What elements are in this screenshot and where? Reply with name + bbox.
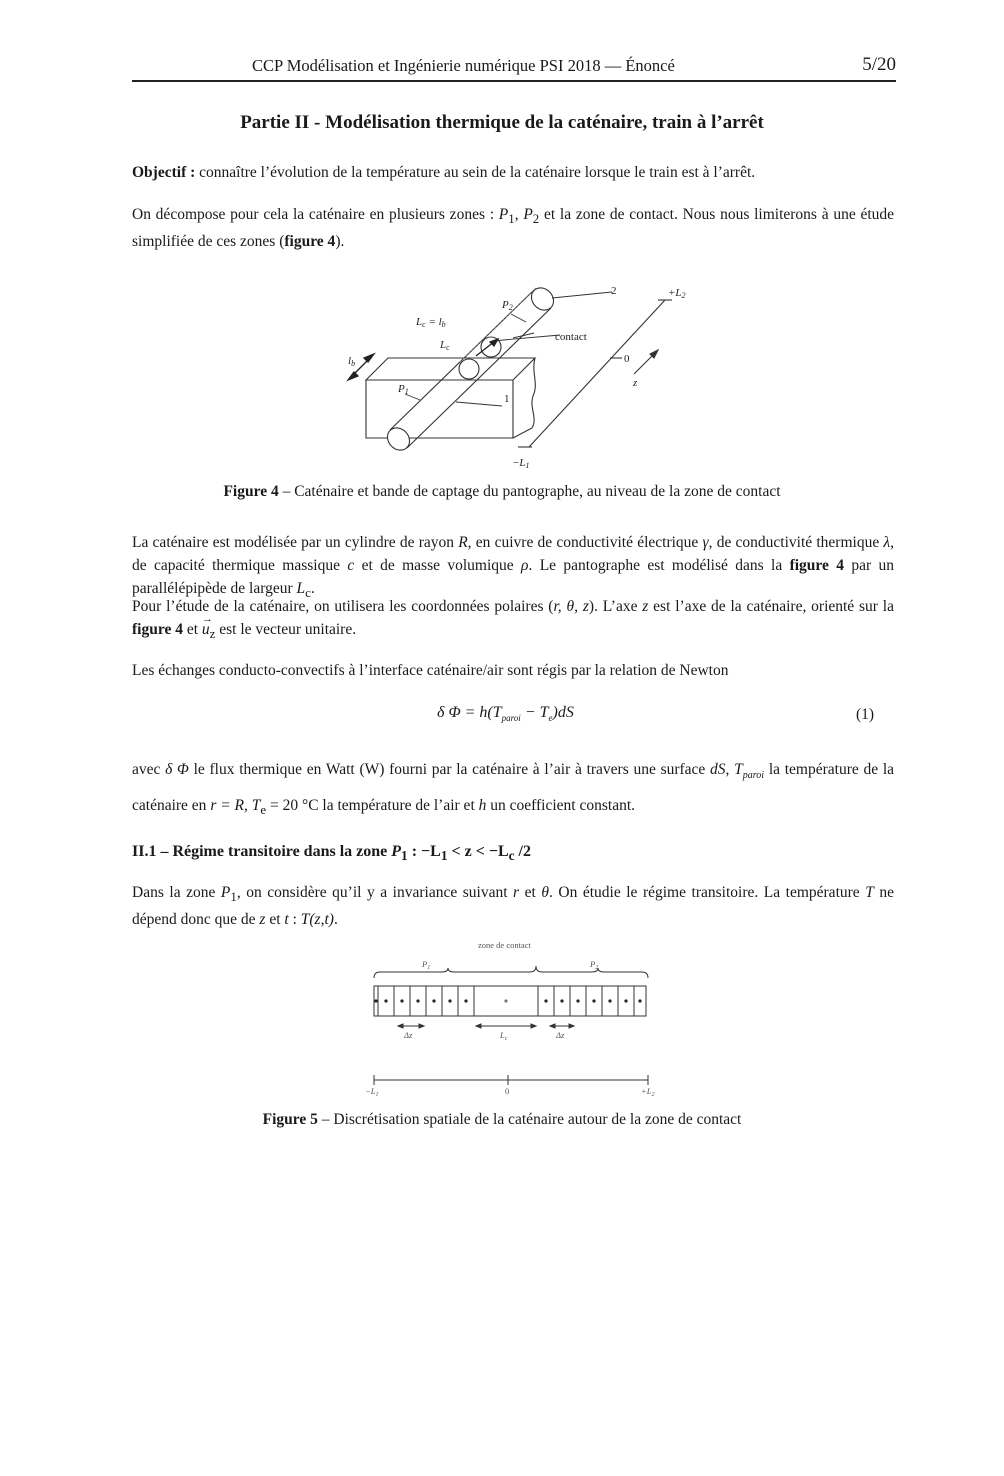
label-p1: P1 xyxy=(398,383,409,396)
symbol-paroi-sub: paroi xyxy=(742,770,765,782)
figure-4 xyxy=(330,278,710,473)
label-0: 0 xyxy=(624,353,630,365)
header-title: CCP Modélisation et Ingénierie numérique PSI 2018 — Énoncé xyxy=(252,56,675,75)
equation-1 xyxy=(437,704,574,723)
contact-section-right xyxy=(459,359,479,379)
symbol-time: t xyxy=(284,911,289,929)
symbol-te-sub: e xyxy=(260,802,267,818)
symbol-h: h xyxy=(478,797,487,815)
section-l1-sub: 1 xyxy=(440,848,448,864)
model-text: . Le pantographe est modélisé dans la xyxy=(528,557,790,574)
symbol-z: z xyxy=(259,911,266,929)
pantograph-strip xyxy=(366,358,535,438)
objective-text: connaître l’évolution de la température au sein de la caténaire lorsque le train est à l’arrêt. xyxy=(195,164,756,181)
polar-text: Pour l’étude de la caténaire, on utilisera les coordonnées polaires ( xyxy=(132,598,554,615)
transient-text: , on considère qu’il y a invariance suivant xyxy=(236,884,514,901)
figure-4-caption-label: Figure 4 xyxy=(223,483,279,500)
polar-text: et xyxy=(182,621,202,638)
transient-text: : xyxy=(288,911,301,929)
after-equation-paragraph xyxy=(132,755,894,825)
label-lc-eq-lb: Lc = lb xyxy=(416,316,446,329)
vector-uz: → u xyxy=(201,613,213,638)
model-paragraph xyxy=(132,531,894,604)
polar-text: est l’axe de la caténaire, orienté sur la xyxy=(648,598,894,615)
transient-text: Dans la zone xyxy=(132,884,221,901)
vector-uz-sub: z xyxy=(209,626,216,642)
label-0: 0 xyxy=(505,1086,510,1096)
transient-text: ne dépend donc que de xyxy=(132,884,894,929)
zone-braces xyxy=(374,966,648,978)
equation-mid: − T xyxy=(520,704,549,721)
label-minus-l1: $-L_1$ xyxy=(365,1086,379,1098)
intro-text: ). xyxy=(335,233,345,251)
polar-coords: r, θ, z xyxy=(553,598,589,615)
label-minus-l1: −L1 xyxy=(512,457,530,470)
label-plus-l2: $+L_2$ xyxy=(641,1086,655,1098)
figure-reference: figure 4 xyxy=(132,621,183,638)
model-text: , de capacité thermique massique xyxy=(132,534,894,574)
figure-5 xyxy=(360,938,660,1102)
symbol-lc: L xyxy=(296,580,306,597)
transient-text: et xyxy=(519,884,542,901)
intro-paragraph xyxy=(132,203,894,253)
after-eq-text: avec xyxy=(132,761,166,778)
discretized-catenary xyxy=(374,986,646,1016)
symbol-gamma: γ xyxy=(702,534,709,551)
equation-rhs: )dS xyxy=(552,704,574,721)
section-text: /2 xyxy=(514,843,531,860)
transient-p1: P xyxy=(220,884,231,901)
z-axis-scale xyxy=(374,1075,648,1085)
objective-paragraph xyxy=(132,161,894,184)
label-dz-2: Δz xyxy=(556,1030,565,1040)
label-lc: $L_c$ xyxy=(500,1030,508,1042)
objective-label: Objectif : xyxy=(132,164,196,181)
symbol-te: T xyxy=(251,797,261,815)
polar-paragraph xyxy=(132,595,894,645)
label-plus-l2: +L2 xyxy=(668,287,686,300)
intro-text: On décompose pour cela la caténaire en plusieurs zones : xyxy=(132,206,499,223)
figure-4-caption-text: – Caténaire et bande de captage du pantographe, au niveau de la zone de contact xyxy=(278,483,781,500)
transient-text: . On étudie le régime transitoire. La température xyxy=(548,884,866,901)
label-p2: P2 xyxy=(502,299,513,312)
part-title: Partie II - Modélisation thermique de la caténaire, train à l’arrêt xyxy=(240,112,764,133)
section-heading xyxy=(132,843,531,864)
after-eq-text: , xyxy=(244,797,252,815)
transient-paragraph xyxy=(132,881,894,931)
symbol-dphi: δ Φ xyxy=(165,761,189,778)
zone-p1-sub: 1 xyxy=(508,211,515,227)
symbol-lc-sub: c xyxy=(305,585,311,601)
zone-p2: P xyxy=(523,206,533,223)
label-dz-1: Δz xyxy=(404,1030,413,1040)
symbol-lambda: λ xyxy=(883,534,891,551)
section-text: : −L xyxy=(407,843,441,860)
transient-p1-sub: 1 xyxy=(230,889,237,905)
catenary-cylinder xyxy=(383,283,558,454)
zone-p1: P xyxy=(498,206,509,223)
dimension-arrows xyxy=(348,339,498,380)
label-2: 2 xyxy=(611,285,617,297)
after-eq-text: le flux thermique en Watt (W) fourni par la caténaire à l’air à travers une surface xyxy=(188,761,711,778)
label-z: z xyxy=(633,377,638,389)
symbol-c: c xyxy=(347,557,355,574)
section-text: < z < −L xyxy=(447,843,509,860)
model-text: et de masse volumique xyxy=(354,557,522,574)
page-header xyxy=(132,54,896,82)
model-text: , de conductivité thermique xyxy=(708,534,884,551)
figure-4-caption xyxy=(0,483,1004,501)
transient-text: . xyxy=(333,911,338,929)
equation-paroi-sub: paroi xyxy=(501,713,521,724)
figure-5-caption-label: Figure 5 xyxy=(262,1111,318,1128)
model-text: par un parallélépipède de largeur xyxy=(132,557,895,597)
figure-5-caption xyxy=(0,1111,1004,1129)
symbol-t-paroi: T xyxy=(734,761,743,778)
symbol-t: T xyxy=(865,884,874,901)
label-1: 1 xyxy=(504,393,510,405)
model-text: , en cuivre de conductivité électrique xyxy=(467,534,703,551)
intro-sep: , xyxy=(514,206,524,223)
symbol-tzt: T(z,t) xyxy=(300,911,334,929)
intro-text: et la zone de contact. Nous nous limiterons à une étude simplifiée de ces zones ( xyxy=(132,206,895,251)
label-p1: $P_1$ xyxy=(422,959,431,971)
symbol-rho: ρ xyxy=(521,557,529,574)
label-p2: $P_2$ xyxy=(590,959,599,971)
after-eq-text: = 20 °C la température de l’air et xyxy=(266,797,479,815)
after-eq-text: la température de la caténaire en xyxy=(132,761,895,815)
polar-text: ). L’axe xyxy=(588,598,643,615)
section-p1: P xyxy=(391,843,402,860)
polar-text: est le vecteur unitaire. xyxy=(215,621,357,638)
after-eq-text: un coefficient constant. xyxy=(486,797,636,815)
symbol-ds: dS xyxy=(710,761,726,778)
transient-text: et xyxy=(265,911,285,929)
section-text: II.1 – Régime transitoire dans la zone xyxy=(132,843,392,860)
newton-intro: Les échanges conducto-convectifs à l’interface caténaire/air sont régis par la relation de Newton xyxy=(132,662,729,679)
symbol-z: z xyxy=(642,598,649,615)
model-text: . xyxy=(310,580,315,597)
symbol-r: r xyxy=(513,884,520,901)
zone-p2-sub: 2 xyxy=(532,211,540,227)
model-text: La caténaire est modélisée par un cylindre de rayon xyxy=(132,534,459,551)
label-zone-contact: zone de contact xyxy=(478,940,531,950)
equation-e-sub: e xyxy=(548,713,553,724)
spacing-arrows xyxy=(398,1024,574,1028)
vector-uz-letter: u xyxy=(201,621,210,638)
symbol-r-eq: r = R xyxy=(210,797,245,815)
symbol-theta: θ xyxy=(541,884,549,901)
section-p1-sub: 1 xyxy=(401,848,408,864)
after-eq-text: , xyxy=(725,761,735,778)
symbol-r: R xyxy=(458,534,468,551)
equation-number: (1) xyxy=(856,706,875,723)
label-contact: contact xyxy=(555,331,587,343)
label-lb: lb xyxy=(348,355,356,368)
figure-5-caption-text: – Discrétisation spatiale de la caténaire autour de la zone de contact xyxy=(317,1111,742,1128)
z-axis xyxy=(518,300,672,447)
label-lc: Lc xyxy=(440,339,450,352)
section-lc-sub: c xyxy=(508,848,515,864)
figure-reference: figure 4 xyxy=(789,557,844,574)
equation-lhs: δ Φ = h(T xyxy=(437,704,502,721)
figure-reference: figure 4 xyxy=(284,233,336,251)
page-number: 5/20 xyxy=(862,54,896,75)
